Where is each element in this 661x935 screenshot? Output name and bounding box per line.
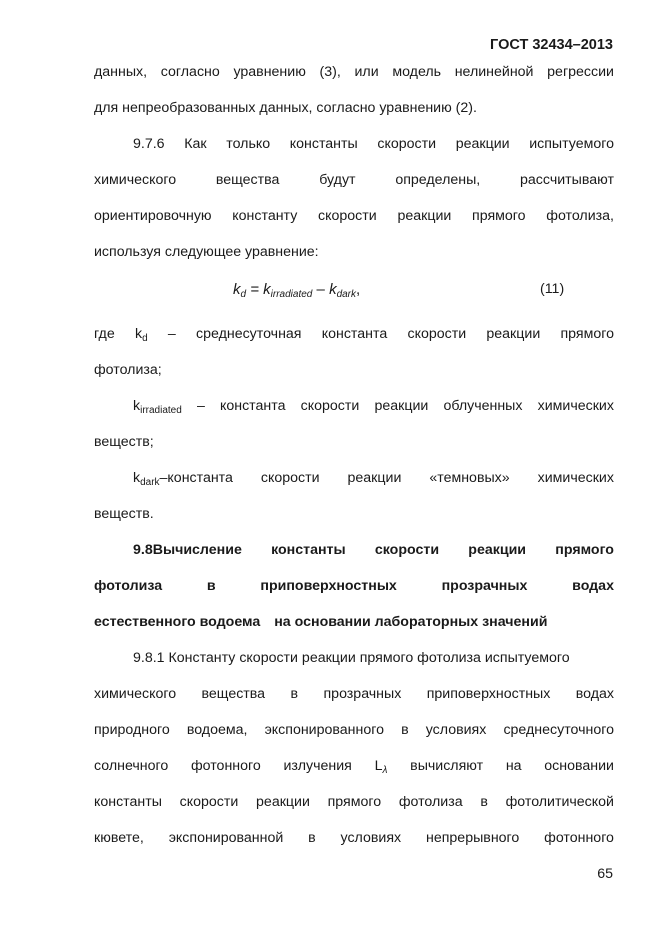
text-line: химического вещества в прозрачных приповерхностных водах bbox=[94, 686, 614, 702]
text-line: для непреобразованных данных, согласно уравнению (2). bbox=[94, 100, 477, 116]
text-line: веществ; bbox=[94, 434, 154, 450]
text-line: данных, согласно уравнению (3), или модель нелинейной регрессии bbox=[94, 64, 614, 80]
section-heading-line: фотолиза в приповерхностных прозрачных водах bbox=[94, 578, 614, 594]
definition-k-irradiated: $k_{irradiated}$ – константа скорости реакции облученных химических bbox=[133, 398, 614, 416]
equation-number: (11) bbox=[540, 281, 565, 297]
text-line: используя следующее уравнение: bbox=[94, 244, 319, 260]
definition-k-dark: $k_{dark}$–константа скорости реакции «темновых» химических bbox=[133, 470, 614, 488]
page-number: 65 bbox=[597, 866, 613, 882]
text-line: природного водоема, экспонированного в условиях среднесуточного bbox=[94, 722, 614, 738]
section-heading-9-8: 9.8Вычисление константы скорости реакции прямого bbox=[133, 542, 614, 558]
paragraph-9-8-1: 9.8.1 Константу скорости реакции прямого фотолиза испытуемого bbox=[133, 650, 570, 666]
text-line: веществ. bbox=[94, 506, 154, 522]
text-line: фотолиза; bbox=[94, 362, 162, 378]
text-line: константы скорости реакции прямого фотолиза в фотолитической bbox=[94, 794, 614, 810]
text-line: солнечного фотонного излучения $L_\lambda$ вычисляют на основании bbox=[94, 758, 614, 776]
text-line: где $k_d$ – среднесуточная константа скорости реакции прямого bbox=[94, 326, 614, 344]
text-line: ориентировочную константу скорости реакции прямого фотолиза, bbox=[94, 208, 614, 224]
text-line: химического вещества будут определены, рассчитывают bbox=[94, 172, 614, 188]
paragraph-9-7-6: 9.7.6 Как только константы скорости реакции испытуемого bbox=[133, 136, 614, 152]
document-header: ГОСТ 32434–2013 bbox=[490, 37, 613, 53]
section-heading-line: естественного водоема на основании лабораторных значений bbox=[94, 614, 548, 630]
text-line: кювете, экспонированной в условиях непрерывного фотонного bbox=[94, 830, 614, 846]
equation-11: $k_d = k_{irradiated} - k_{dark}$, bbox=[233, 281, 361, 300]
